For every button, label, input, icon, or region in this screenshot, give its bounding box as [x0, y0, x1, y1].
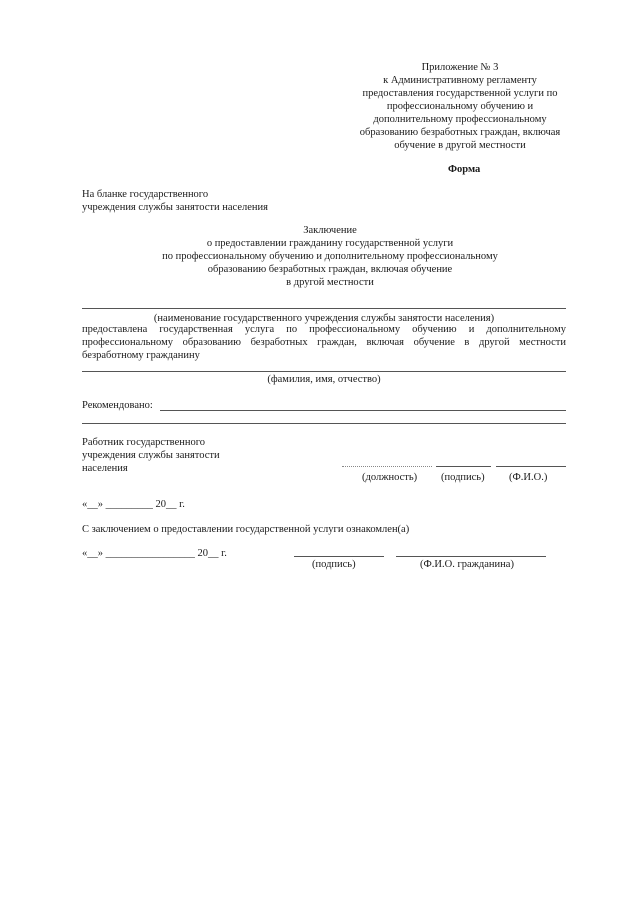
signature-caption: (подпись)	[441, 472, 485, 483]
title-line: образованию безработных граждан, включая обучение	[207, 264, 453, 275]
title-line: по профессиональному обучению и дополнительному профессиональному	[162, 251, 498, 262]
blank-line: учреждения службы занятости населения	[82, 202, 268, 213]
title-line: о предоставлении гражданину государственной услуги	[206, 238, 454, 249]
body-line-2: профессиональному образованию безработных граждан, включая обучение в другой местности	[82, 337, 566, 348]
date-row-2	[82, 547, 227, 560]
date-year: 20__ г.	[155, 499, 185, 510]
citizen-signature-caption: (подпись)	[312, 559, 356, 570]
citizen-signature-line	[294, 556, 384, 557]
date-month: _________________	[105, 548, 195, 559]
appendix-line: к Административному регламенту	[383, 75, 537, 86]
form-label: Форма	[448, 164, 481, 175]
title-line: в другой местности	[286, 277, 374, 288]
recommended-label: Рекомендовано:	[82, 400, 153, 411]
document-title	[130, 224, 530, 289]
citizen-fio-line	[396, 556, 546, 557]
date-year: 20__ г.	[197, 548, 227, 559]
appendix-line: Приложение № 3	[421, 62, 499, 73]
appendix-line: образованию безработных граждан, включая	[359, 127, 561, 138]
worker-position-line	[342, 466, 432, 467]
worker-line: учреждения службы занятости	[82, 450, 220, 461]
recommended-line-1	[160, 410, 566, 411]
title-line: Заключение	[303, 225, 357, 236]
fio-short-caption: (Ф.И.О.)	[509, 472, 548, 483]
date-day: «__»	[82, 548, 103, 559]
fio-caption: (фамилия, имя, отчество)	[267, 374, 381, 385]
body-line-3: безработному гражданину	[82, 350, 200, 361]
position-caption: (должность)	[362, 472, 418, 483]
institution-line	[82, 308, 566, 309]
appendix-line: предоставления государственной услуги по	[362, 88, 558, 99]
institution-caption: (наименование государственного учреждения службы занятости населения)	[153, 313, 495, 324]
appendix-line: дополнительному профессиональному	[373, 114, 547, 125]
worker-line: Работник государственного	[82, 437, 206, 448]
fio-line	[82, 371, 566, 372]
blank-note	[82, 188, 268, 214]
worker-line: населения	[82, 463, 128, 474]
date-day: «__»	[82, 499, 103, 510]
recommended-line-2	[82, 423, 566, 424]
body-line-1: предоставлена государственная услуга по профессиональному обучению и дополнительному	[82, 324, 566, 335]
worker-block	[82, 436, 220, 475]
date-row-1	[82, 498, 185, 511]
citizen-fio-caption: (Ф.И.О. гражданина)	[420, 559, 514, 570]
acknowledgement-text: С заключением о предоставлении государственной услуги ознакомлен(а)	[82, 524, 410, 535]
date-month: _________	[105, 499, 153, 510]
appendix-block	[340, 61, 580, 152]
worker-fio-line	[496, 466, 566, 467]
appendix-line: обучение в другой местности	[394, 140, 526, 151]
blank-line: На бланке государственного	[82, 189, 209, 200]
worker-signature-line	[436, 466, 491, 467]
appendix-line: профессиональному обучению и	[386, 101, 534, 112]
